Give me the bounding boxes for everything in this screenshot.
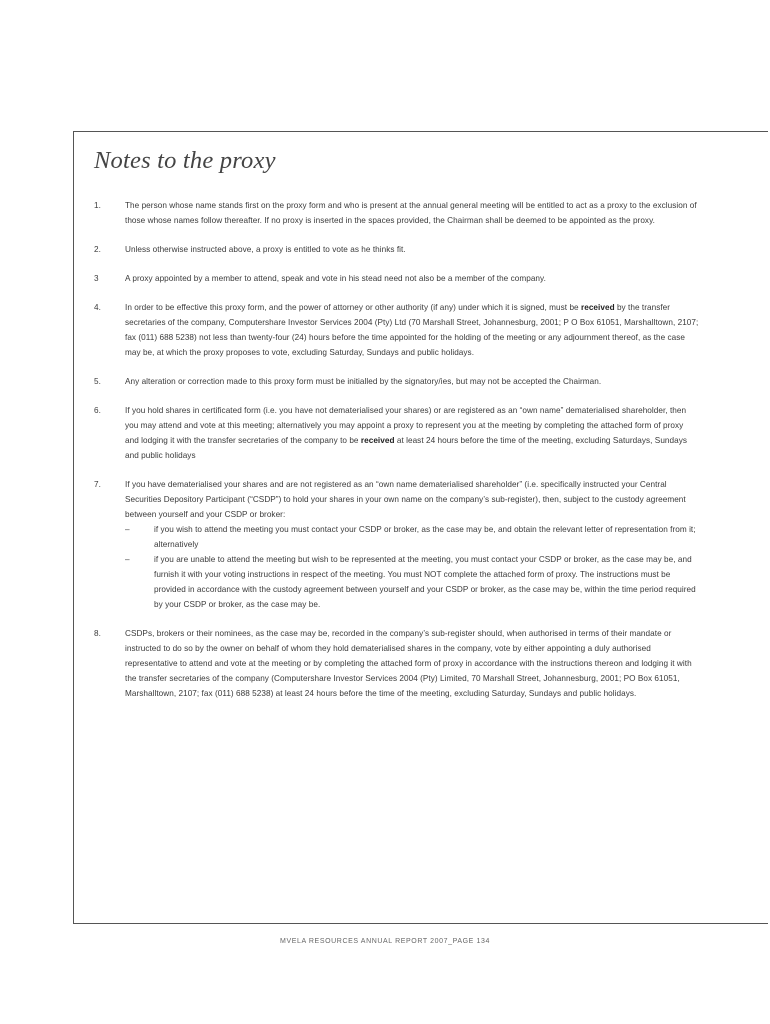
sub-item-text: if you are unable to attend the meeting but wish to be represented at the meeting, you must contact your CSDP or broker, as the case may be, and furnish it with your voting instructions in respect of the meeting. You must NOT complete the attached form of proxy. The instructions must be provided in accordance with the custody agreement between yourself and your CSDP or broker, as the case may be, within the time period required by your CSDP or broker, as the case may be. xyxy=(154,555,696,609)
note-number: 6. xyxy=(94,406,101,415)
note-item xyxy=(94,242,699,257)
note-text: CSDPs, brokers or their nominees, as the case may be, recorded in the company’s sub-register should, when authorised in terms of their mandate or instructed to do so by the owner on behalf of whom they hold dematerialised shares in the company, vote by either appointing a duly authorised representative to attend and vote at the meeting or by completing the attached form of proxy in accordance with the instructions thereon and lodging it with the transfer secretaries of the company (Computershare Investor Services 2004 (Pty) Limited, 70 Marshall Street, Johannesburg, 2001; PO Box 61051, Marshalltown, 2107; fax (011) 688 5238) at least 24 hours before the time of the meeting, excluding Saturday, Sundays and public holidays. xyxy=(125,629,692,698)
note-text: In order to be effective this proxy form, and the power of attorney or other authority (if any) under which it is signed, must be xyxy=(125,303,579,312)
dash-bullet: – xyxy=(125,525,130,534)
note-text: If you hold shares in certificated form (i.e. you have not dematerialised your shares) or are registered as an “own name” dematerialised shareholder, then you may attend and vote at this meeting; alternatively you may appoint a proxy to represent you at the meeting by completing the attached form of proxy and lodging it with the transfer secretaries of the company to be xyxy=(125,406,687,445)
note-emphasis: received xyxy=(360,436,395,445)
note-text: Unless otherwise instructed above, a proxy is entitled to vote as he thinks fit. xyxy=(125,245,406,254)
note-text: A proxy appointed by a member to attend, speak and vote in his stead need not also be a member of the company. xyxy=(125,274,546,283)
note-text: If you have dematerialised your shares and are not registered as an “own name dematerialised shareholder” (i.e. specifically instructed your Central Securities Depository Participant (“CSDP”) to hold your shares in your own name on the company’s sub-register), then, subject to the custody agreement between yourself and your CSDP or broker: xyxy=(125,480,686,519)
note-text: The person whose name stands first on the proxy form and who is present at the annual general meeting will be entitled to act as a proxy to the exclusion of those whose names follow thereafter. If no proxy is inserted in the spaces provided, the Chairman shall be deemed to be appointed as the proxy. xyxy=(125,201,697,225)
note-emphasis: received xyxy=(580,303,615,312)
note-text: Any alteration or correction made to this proxy form must be initialled by the signatory/ies, but may not be accepted the Chairman. xyxy=(125,377,602,386)
notes-list xyxy=(94,198,699,715)
note-text-cont: by the transfer secretaries of the company, Computershare Investor Services 2004 (Pty) Ltd (70 Marshall Street, Johannesburg, 2001; P O Box 61051, Marshalltown, 2107; fax (011) 688 5238) not less than twenty-four (24) hours before the time appointed for the holding of the meeting or any adjournment thereof, as the case may be, at which the proxy proposes to vote, excluding Saturday, Sundays and public holidays. xyxy=(125,303,699,357)
note-number: 7. xyxy=(94,480,101,489)
note-item xyxy=(94,198,699,228)
note-number: 3 xyxy=(94,274,99,283)
note-number: 5. xyxy=(94,377,101,386)
note-number: 1. xyxy=(94,201,101,210)
page-title: Notes to the proxy xyxy=(94,147,276,174)
dash-bullet: – xyxy=(125,555,130,564)
note-number: 4. xyxy=(94,303,101,312)
page-footer: MVELA RESOURCES ANNUAL REPORT 2007_PAGE 134 xyxy=(280,938,490,945)
note-item xyxy=(94,374,699,389)
note-text-cont: at least 24 hours before the time of the meeting, excluding Saturdays, Sundays and public holidays xyxy=(125,436,688,460)
sub-item xyxy=(125,522,699,552)
note-item xyxy=(94,271,699,286)
note-item xyxy=(94,403,699,463)
note-item xyxy=(94,477,699,612)
note-number: 8. xyxy=(94,629,101,638)
note-item xyxy=(94,626,699,701)
sub-item xyxy=(125,552,699,612)
sub-item-text: if you wish to attend the meeting you must contact your CSDP or broker, as the case may be, and obtain the relevant letter of representation from it; alternatively xyxy=(154,525,696,549)
note-number: 2. xyxy=(94,245,101,254)
note-item xyxy=(94,300,699,360)
